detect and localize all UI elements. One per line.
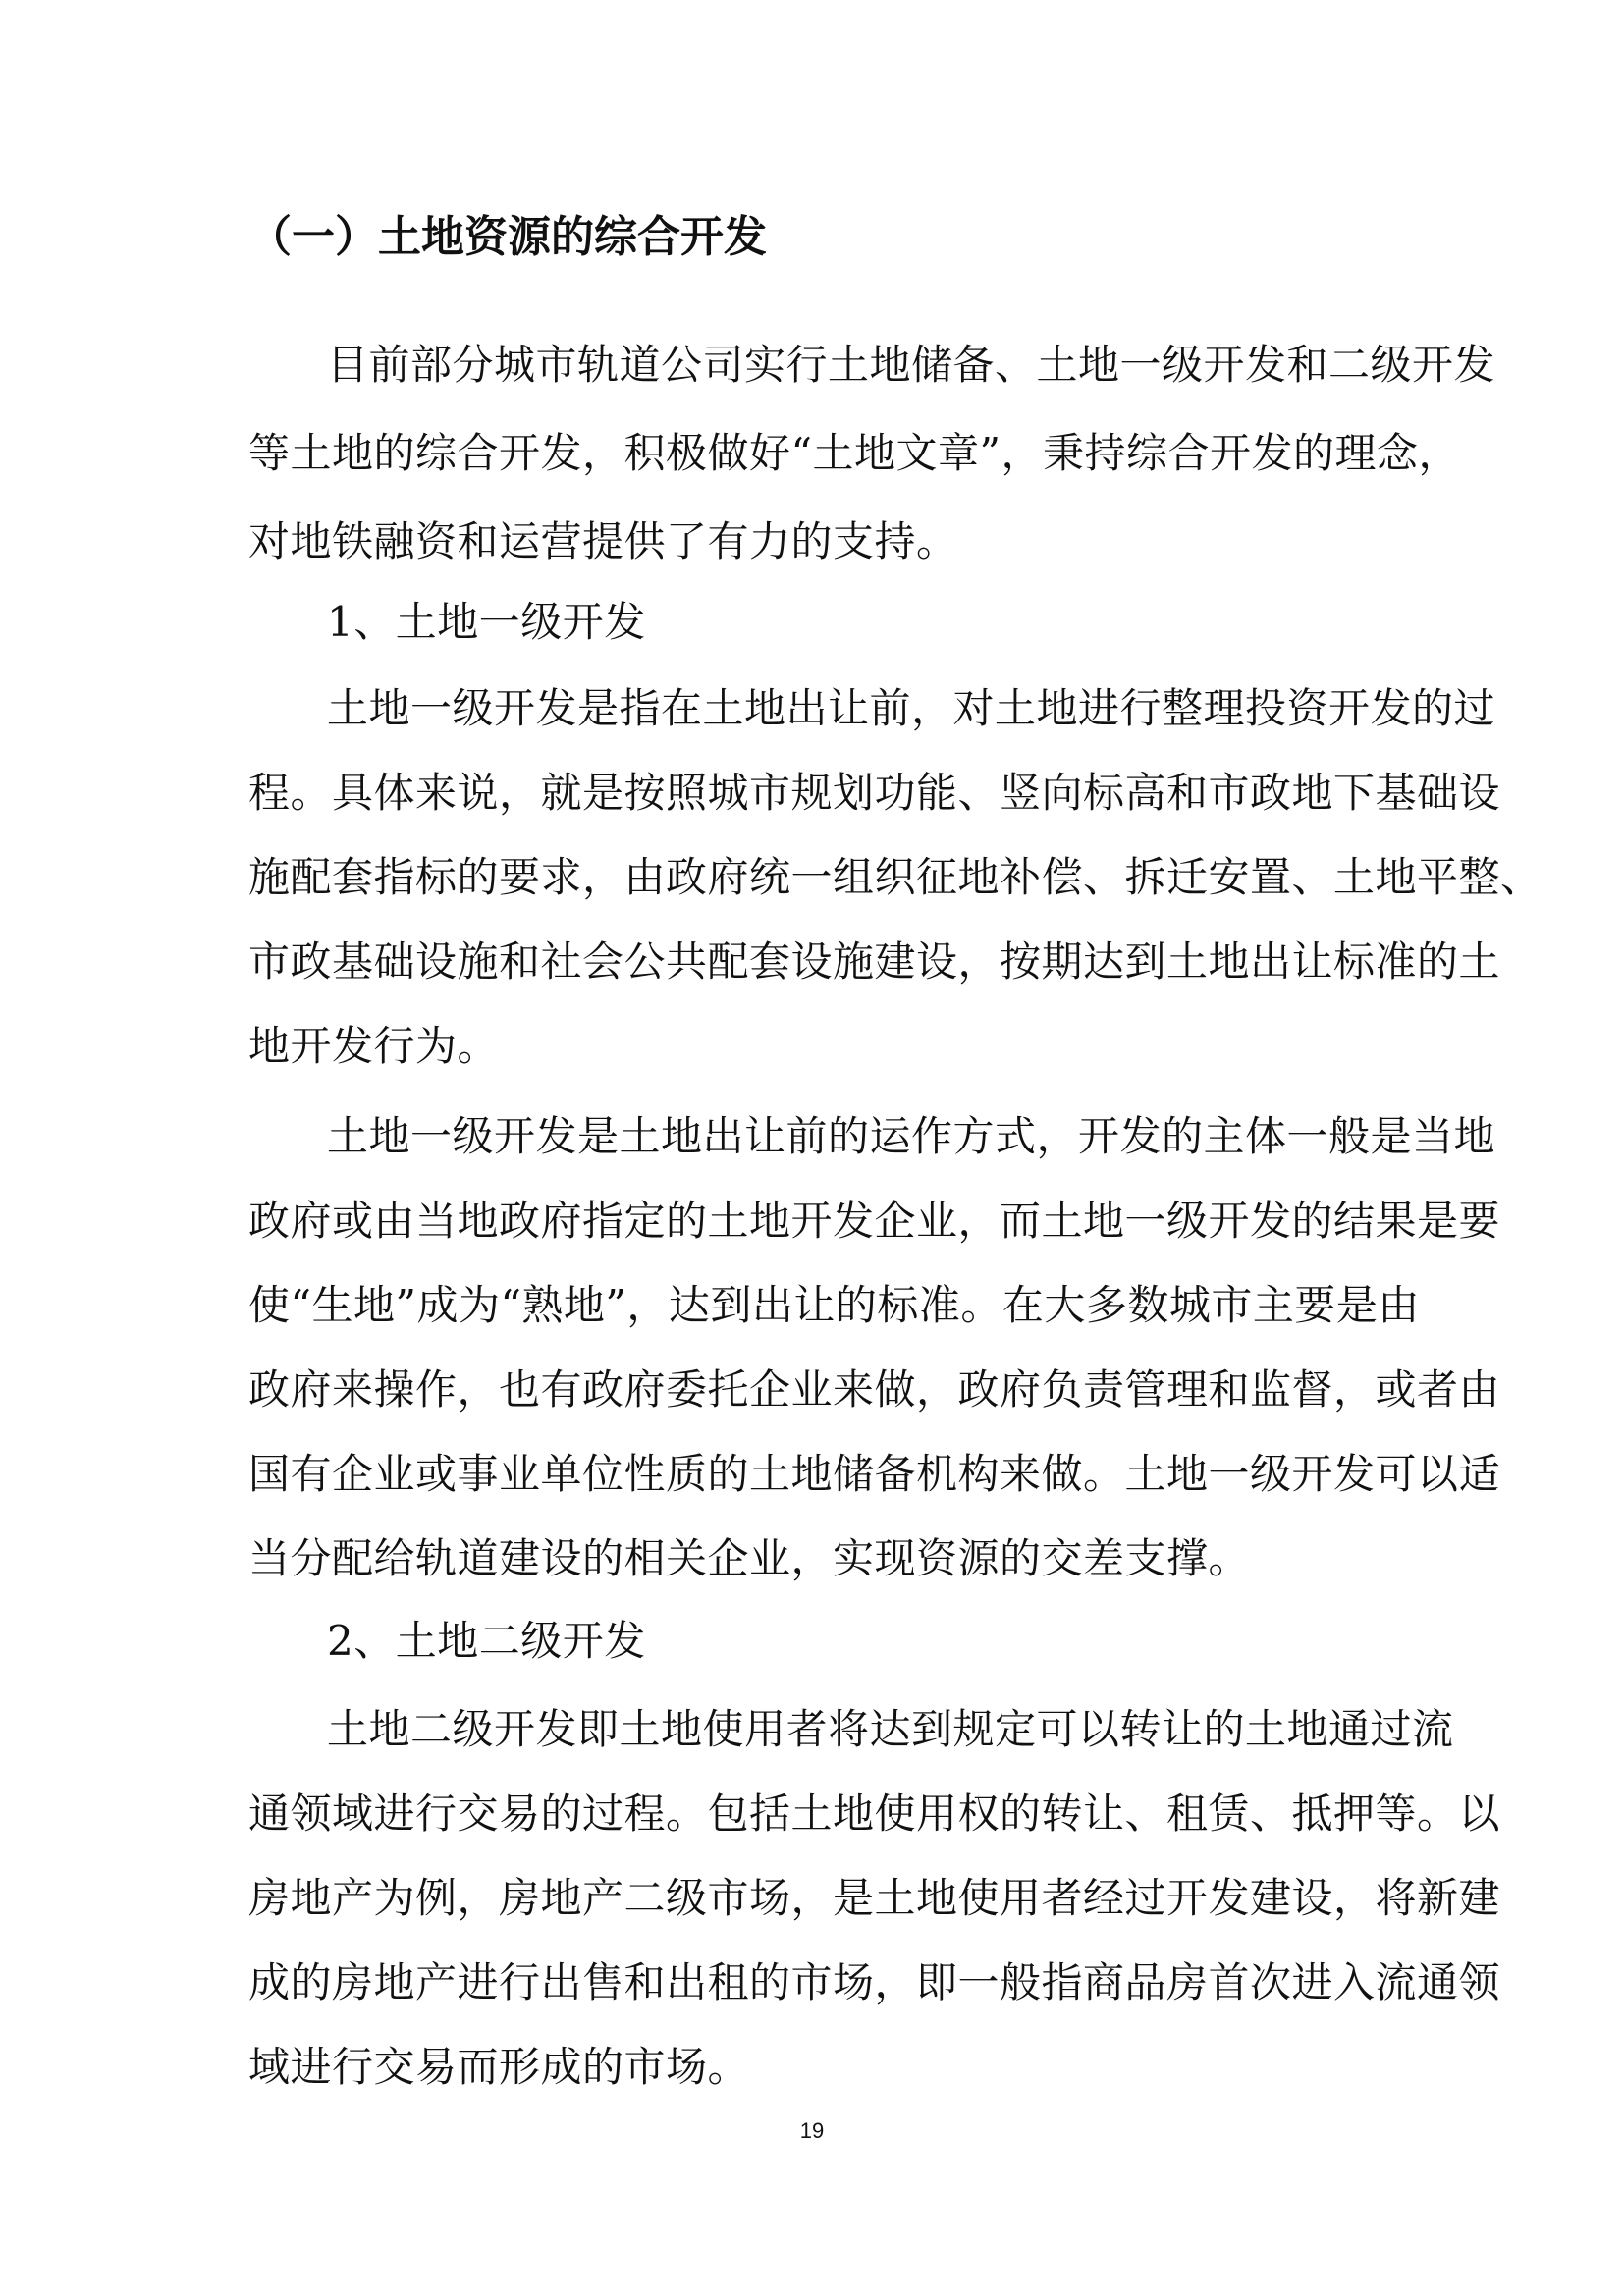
subsection-heading: 1、土地一级开发 [327,598,646,646]
paragraph-line: 土地一级开发是指在土地出让前，对土地进行整理投资开发的过 [327,684,1496,732]
paragraph-line: 通领域进行交易的过程。包括土地使用权的转让、租赁、抵押等。以 [248,1789,1501,1838]
paragraph-line: 地开发行为。 [248,1022,500,1070]
paragraph-line: 土地一级开发是土地出让前的运作方式，开发的主体一般是当地 [327,1112,1496,1160]
subsection-heading: 2、土地二级开发 [327,1617,646,1665]
paragraph-line: 土地二级开发即土地使用者将达到规定可以转让的土地通过流 [327,1705,1454,1753]
paragraph-line: 政府来操作，也有政府委托企业来做，政府负责管理和监督，或者由 [248,1365,1501,1414]
paragraph-line: 目前部分城市轨道公司实行土地储备、土地一级开发和二级开发 [327,341,1496,389]
paragraph-line: 程。具体来说，就是按照城市规划功能、竖向标高和市政地下基础设 [248,769,1501,817]
paragraph-line: 当分配给轨道建设的相关企业，实现资源的交差支撑。 [248,1534,1251,1582]
paragraph-line: 政府或由当地政府指定的土地开发企业，而土地一级开发的结果是要 [248,1197,1501,1245]
paragraph-line: 施配套指标的要求，由政府统一组织征地补偿、拆迁安置、土地平整、 [248,853,1543,901]
paragraph-line: 市政基础设施和社会公共配套设施建设，按期达到土地出让标准的土 [248,937,1501,986]
paragraph-line: 对地铁融资和运营提供了有力的支持。 [248,517,958,565]
paragraph-line: 房地产为例，房地产二级市场，是土地使用者经过开发建设，将新建 [248,1874,1501,1922]
paragraph-line: 国有企业或事业单位性质的土地储备机构来做。土地一级开发可以适 [248,1450,1501,1498]
paragraph-line: 使“生地”成为“熟地”，达到出让的标准。在大多数城市主要是由 [248,1281,1420,1329]
page-number: 19 [799,2118,825,2143]
paragraph-line: 等土地的综合开发，积极做好“土地文章”，秉持综合开发的理念， [248,429,1460,477]
paragraph-line: 成的房地产进行出售和出租的市场，即一般指商品房首次进入流通领 [248,1958,1501,2006]
paragraph-line: 域进行交易而形成的市场。 [248,2043,750,2091]
section-heading: （一）土地资源的综合开发 [248,212,767,262]
